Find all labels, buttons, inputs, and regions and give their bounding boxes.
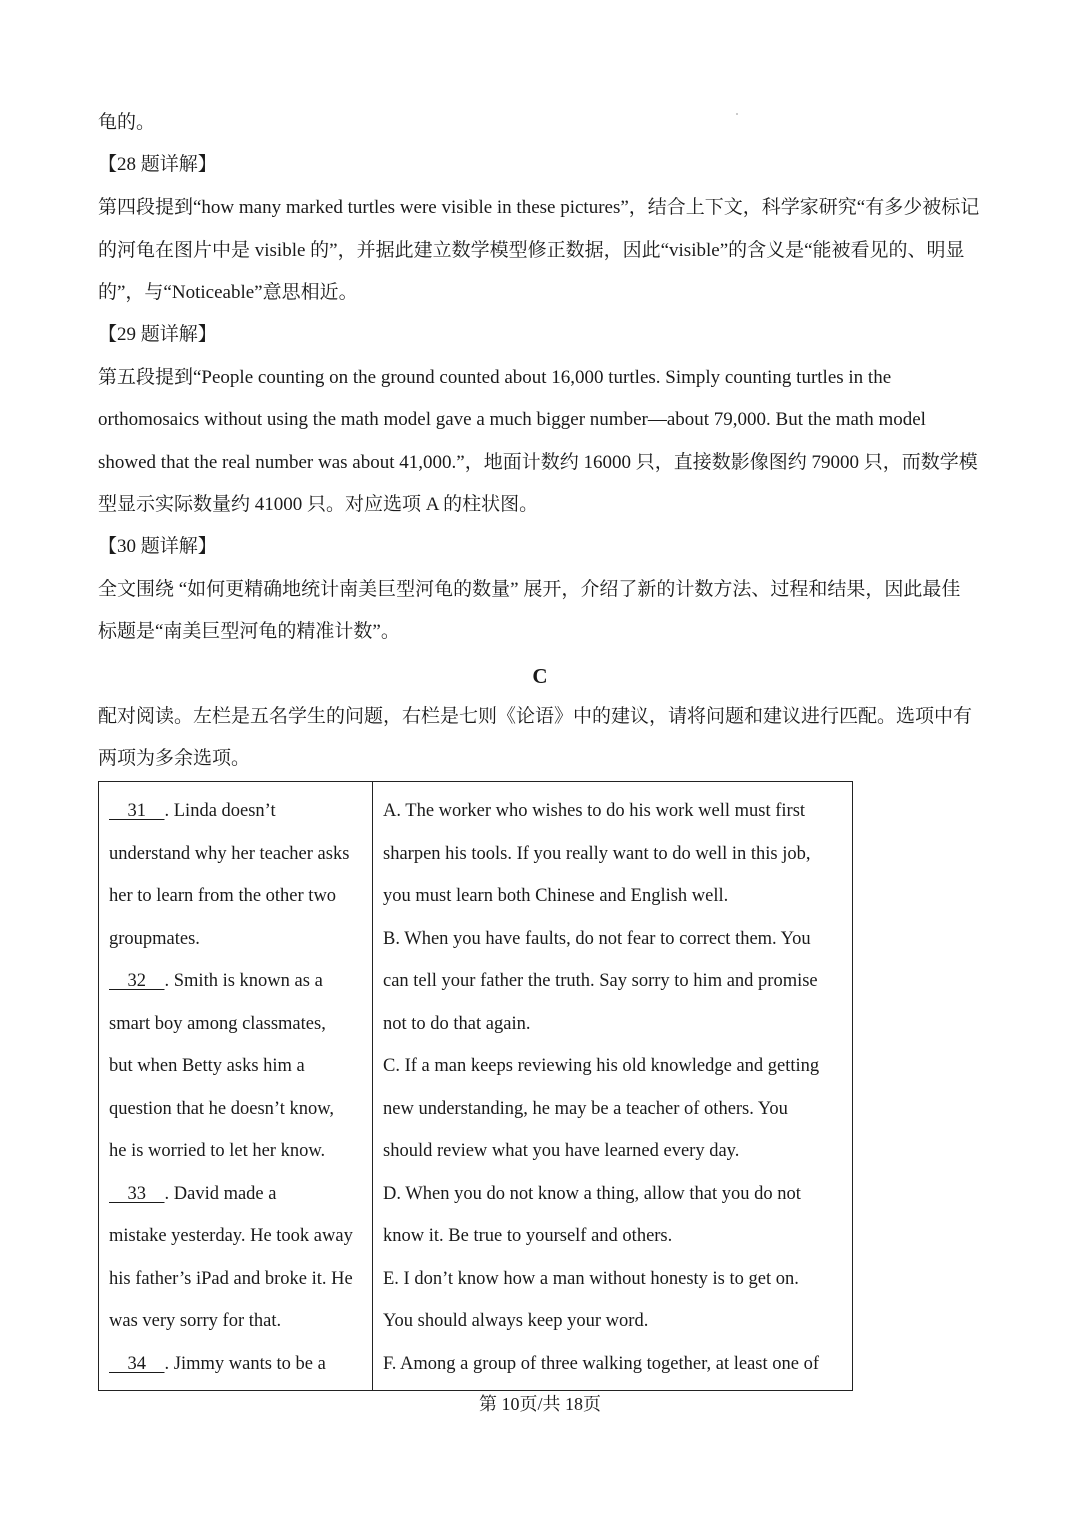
option-line: B. When you have faults, do not fear to correct them. You bbox=[383, 928, 811, 949]
question-line: her to learn from the other two bbox=[109, 886, 337, 906]
question-30-heading: 【30 题详解】 bbox=[98, 536, 217, 557]
question-29-heading: 【29 题详解】 bbox=[98, 324, 217, 345]
question-line: groupmates. bbox=[109, 928, 200, 949]
paragraph-line: 第五段提到“People counting on the ground counted about 16,000 turtles. Simply counting turtles in the bbox=[98, 367, 892, 388]
option-line: you must learn both Chinese and English well. bbox=[383, 886, 729, 906]
option-line: You should always keep your word. bbox=[383, 1311, 649, 1331]
option-line: E. I don’t know how a man without honesty is to get on. bbox=[383, 1268, 799, 1289]
question-line: he is worried to let her know. bbox=[109, 1141, 326, 1161]
paragraph-line: 标题是“南美巨型河龟的精准计数”。 bbox=[98, 621, 400, 642]
question-line: question that he doesn’t know, bbox=[109, 1098, 335, 1119]
option-line: new understanding, he may be a teacher of others. You bbox=[383, 1098, 788, 1119]
question-line bbox=[109, 960, 362, 1003]
question-text: . David made a bbox=[164, 1183, 277, 1204]
paragraph-line: 第四段提到“how many marked turtles were visible in these pictures”，结合上下文，科学家研究“有多少被标记 bbox=[98, 197, 980, 218]
question-line bbox=[109, 790, 362, 833]
matching-table bbox=[98, 781, 853, 1391]
option-line: should review what you have learned every day. bbox=[383, 1141, 740, 1161]
option-line: know it. Be true to yourself and others. bbox=[383, 1226, 673, 1246]
answer-blank-34[interactable]: 34 bbox=[109, 1353, 165, 1374]
answer-blank-32[interactable]: 32 bbox=[109, 971, 165, 991]
option-line: sharpen his tools. If you really want to do well in this job, bbox=[383, 843, 811, 864]
question-text: . Linda doesn’t bbox=[164, 801, 276, 821]
paragraph-line: 龟的。 bbox=[98, 112, 156, 133]
section-c-intro: 配对阅读。左栏是五名学生的问题，右栏是七则《论语》中的建议，请将问题和建议进行匹配。选项中有 bbox=[98, 706, 973, 727]
question-text: . Smith is known as a bbox=[164, 971, 323, 991]
question-line bbox=[109, 1343, 362, 1386]
question-28-heading: 【28 题详解】 bbox=[98, 154, 217, 175]
answer-blank-33[interactable]: 33 bbox=[109, 1183, 165, 1204]
question-line: smart boy among classmates, bbox=[109, 1013, 326, 1034]
paragraph-line: orthomosaics without using the math model gave a much bigger number—about 79,000. But the math model bbox=[98, 409, 926, 430]
option-line: can tell your father the truth. Say sorry to him and promise bbox=[383, 971, 818, 991]
option-line: not to do that again. bbox=[383, 1013, 531, 1034]
paragraph-line: 的”，与“Noticeable”意思相近。 bbox=[98, 282, 358, 303]
question-line: understand why her teacher asks bbox=[109, 843, 350, 864]
answer-blank-31[interactable]: 31 bbox=[109, 801, 165, 821]
question-line: mistake yesterday. He took away bbox=[109, 1226, 353, 1246]
option-line: D. When you do not know a thing, allow that you do not bbox=[383, 1183, 801, 1204]
section-c-heading: C bbox=[532, 664, 548, 688]
option-line: F. Among a group of three walking together, at least one of bbox=[383, 1353, 820, 1374]
options-column bbox=[373, 782, 853, 1391]
option-line: A. The worker who wishes to do his work well must first bbox=[383, 801, 806, 821]
question-line bbox=[109, 1173, 362, 1216]
option-line: C. If a man keeps reviewing his old knowledge and getting bbox=[383, 1056, 820, 1076]
question-line: his father’s iPad and broke it. He bbox=[109, 1268, 353, 1289]
paragraph-line: 型显示实际数量约 41000 只。对应选项 A 的柱状图。 bbox=[98, 494, 539, 515]
question-line: was very sorry for that. bbox=[109, 1311, 282, 1331]
paragraph-line: 的河龟在图片中是 visible 的”，并据此建立数学模型修正数据，因此“visible”的含义是“能被看见的、明显 bbox=[98, 240, 965, 261]
question-text: . Jimmy wants to be a bbox=[164, 1353, 326, 1374]
page-number-footer: 第 10页/共 18页 bbox=[478, 1394, 601, 1414]
paragraph-line: 全文围绕 “如何更精确地统计南美巨型河龟的数量” 展开，介绍了新的计数方法、过程和结果，因此最佳 bbox=[98, 579, 961, 600]
paragraph-line: showed that the real number was about 41,000.”，地面计数约 16000 只，直接数影像图约 79000 只，而数学模 bbox=[98, 452, 978, 473]
questions-column bbox=[99, 782, 373, 1391]
section-c-intro: 两项为多余选项。 bbox=[98, 748, 251, 769]
question-line: but when Betty asks him a bbox=[109, 1056, 305, 1076]
